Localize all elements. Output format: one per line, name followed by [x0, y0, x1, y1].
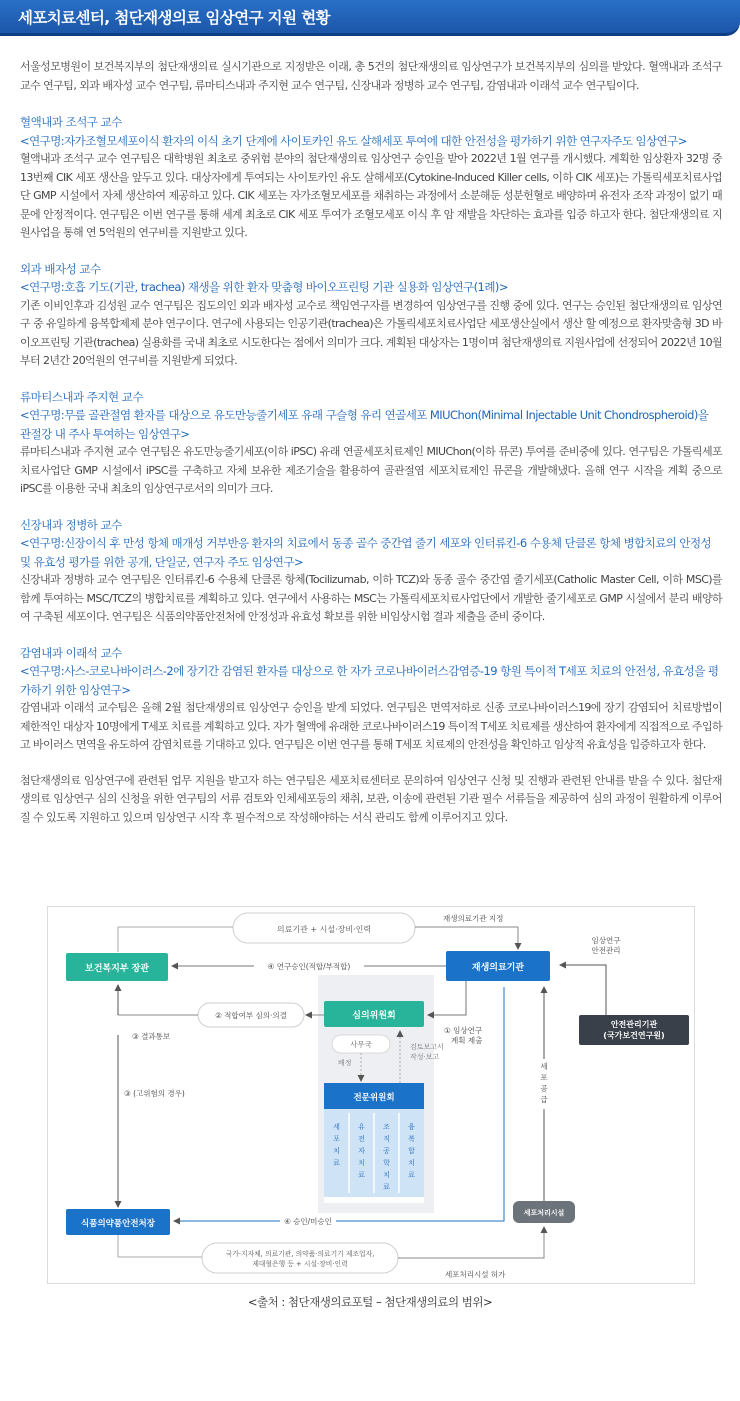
- regen-institution-label: 재생의료기관: [471, 963, 525, 973]
- section-heading: 외과 배자성 교수: [20, 261, 101, 276]
- regeneration-process-diagram: [47, 906, 695, 1284]
- expert-column-char: 치: [383, 1171, 390, 1179]
- bottom-oval-label-2: 제대혈은행 등 + 시설·장비·인력: [252, 1260, 348, 1268]
- expert-column-char: 복: [408, 1135, 415, 1143]
- expert-column-char: 치: [408, 1159, 415, 1167]
- submit-label-1: ① 임상연구: [444, 1026, 483, 1035]
- mohw-label: 보건복지부 장관: [85, 964, 149, 974]
- approve2-label: ④ 승인/미승인: [284, 1217, 332, 1226]
- permit-label: 세포처리시설 허가: [445, 1270, 506, 1279]
- section-nephrology: [20, 516, 722, 627]
- report-label-1: 검토보고서: [410, 1043, 444, 1051]
- expert-column-char: 치: [358, 1159, 365, 1167]
- cell-facility-label: 세포처리시설: [523, 1209, 565, 1217]
- expert-column-char: 합: [408, 1147, 415, 1155]
- assign-label: 배정: [338, 1059, 352, 1067]
- research-title: <연구명:호흡 기도(기관, trachea) 재생을 위한 환자 맞춤형 바이오프린팅 기관 실용화 임상연구(1례)>: [20, 280, 508, 294]
- expert-column-char: 융: [408, 1123, 415, 1131]
- high-risk-label: ③ (고위험의 경우): [124, 1089, 185, 1098]
- connector-line: [118, 1235, 202, 1257]
- expert-column-char: 세: [333, 1123, 340, 1131]
- expert-column-char: 조: [383, 1123, 390, 1131]
- article-body: [20, 58, 722, 845]
- supply-char: 급: [540, 1095, 548, 1104]
- expert-column-char: 전: [358, 1135, 365, 1143]
- section-heading: 류마티스내과 주지현 교수: [20, 389, 144, 404]
- section-text: 신장내과 정병하 교수 연구팀은 인터류킨-6 수용체 단클론 항체(Tocilizumab, 이하 TCZ)와 동종 골수 중간엽 줄기세포(Catholic Master Cell, 이하 MSC)를 함께 투여하는 MSC/TCZ의 병합치료를 계획하고 있다. 연구에서 사용하는 MSC는 가톨릭세포치료사업단에서 개발한 줄기세포로 GMP 시설에서 분리 배양하여 구축된 세포이다. 연구팀은 식품의약품안전처에 안정성과 유효성 확보를 위한 비임상시험 결과 제출을 준비 중이다.: [20, 573, 722, 623]
- designate-label: 재생의료기관 지정: [443, 914, 504, 923]
- expert-column-char: 자: [358, 1147, 365, 1155]
- section-rheumatology: [20, 388, 722, 499]
- research-title: <연구명:무릎 골관절염 환자를 대상으로 유도만능줄기세포 유래 구슬형 유리 연골세포 MIUChon(Minimal Injectable Unit Chondrospheroid)을 관절강 내 주사 투여하는 임상연구>: [20, 408, 709, 441]
- safety-label-2: 안전관리: [591, 946, 621, 955]
- mfds-label: 식품의약품안전처장: [81, 1219, 155, 1229]
- bottom-oval: [202, 1243, 398, 1273]
- page-header: [0, 0, 740, 36]
- research-title: <연구명:신장이식 후 만성 항체 매개성 거부반응 환자의 치료에서 동종 골수 중간엽 줄기 세포와 인터류킨-6 수용체 단클론 항체 병합치료의 안정성 및 유효성 평가를 위한 공개, 단일군, 연구자 주도 임상연구>: [20, 536, 712, 569]
- safety-org-label-1: 안전관리기관: [610, 1020, 658, 1029]
- process-diagram-svg: [48, 907, 696, 1285]
- research-title: <연구명:사스-코로나바이러스-2에 장기간 감염된 환자를 대상으로 한 자가 코로나바이러스감염증-19 항원 특이적 T세포 치료의 안전성, 유효성을 평가하기 위한 임상연구>: [20, 664, 719, 697]
- report-label-2: 작성·보고: [410, 1053, 440, 1061]
- expert-committee-label: 전문위원회: [353, 1093, 395, 1103]
- supply-char: 공: [540, 1084, 548, 1093]
- section-text: 혈액내과 조석구 교수 연구팀은 대학병원 최초로 중위험 분야의 첨단재생의료 임상연구 승인을 받아 2022년 1월 연구를 개시했다. 계획한 임상환자 32명 중 13번째 CIK 세포 생산을 앞두고 있다. 대상자에게 투여되는 사이토카인 유도 살해세포(Cytokine-Induced Killer cells, 이하 CIK 세포)는 가톨릭세포치료사업단 GMP 시설에서 자체 생산하여 제공하고 있다. CIK 세포는 자가조혈모세포를 채취하는 과정에서 소분해둔 성분헌혈로 배양하며 유전자 조작 과정이 없기 때문에 안정적이다. 연구팀은 이번 연구를 통해 세계 최초로 CIK 세포 투여가 조혈모세포 이식 후 암 재발을 차단하는 효과를 입증 하고자 한다. 첨단재생의료 지원사업을 통해 연 5억원의 연구비를 지원받고 있다.: [20, 152, 722, 239]
- connector-arrow: [415, 927, 518, 949]
- review-oval-label: ② 적합여부 심의·의결: [215, 1011, 287, 1020]
- section-infectious: [20, 644, 722, 755]
- supply-char: 세: [540, 1062, 548, 1071]
- expert-column-char: 공: [383, 1147, 390, 1155]
- expert-column-char: 료: [358, 1171, 365, 1179]
- supply-char: 포: [540, 1073, 548, 1082]
- research-title: <연구명:자가조혈모세포이식 환자의 이식 초기 단계에 사이토카인 유도 살해세포 투여에 대한 안전성을 평가하기 위한 연구자주도 임상연구>: [20, 133, 687, 148]
- expert-column-char: 료: [383, 1183, 390, 1191]
- section-heading: 신장내과 정병하 교수: [20, 517, 122, 532]
- section-heading: 감염내과 이래석 교수: [20, 645, 122, 660]
- spacer: [174, 1221, 503, 1229]
- section-surgery: [20, 260, 722, 371]
- closing-paragraph: 첨단재생의료 임상연구에 관련된 업무 지원을 받고자 하는 연구팀은 세포치료센터로 문의하여 임상연구 신청 및 진행과 관련된 안내를 받을 수 있다. 첨단재생의료 임상연구 심의 신청을 위한 연구팀의 서류 검토와 인체세포등의 채취, 보관, 이송에 관련된 기관 필수 서류들을 제공하여 심의 과정이 원활하게 이루어 질 수 있도록 지원하고 있으며 임상연구 시작 후 필수적으로 작성해야하는 서식 관리도 함께 이루어지고 있다.: [20, 773, 722, 824]
- bottom-oval-label-1: 국가·지자체, 의료기관, 의약품·의료기기 제조업자,: [225, 1250, 375, 1258]
- expert-column-char: 포: [333, 1135, 340, 1143]
- intro-paragraph: 서울성모병원이 보건복지부의 첨단재생의료 실시기관으로 지정받은 이래, 총 5건의 첨단재생의료 임상연구가 보건복지부의 심의를 받았다. 혈액내과 조석구 교수 연구팀, 외과 배자성 교수 연구팀, 류마티스내과 주지현 교수 연구팀, 신장내과 정병하 교수 연구팀, 감염내과 이래석 교수 연구팀이다.: [20, 60, 722, 92]
- section-text: 감염내과 이래석 교수팀은 올해 2월 첨단재생의료 임상연구 승인을 받게 되었다. 연구팀은 면역저하로 신종 코로나바이러스19에 장기 감염되어 치료방법이 제한적인 대상자 10명에게 T세포 치료를 계획하고 있다. 자가 혈액에 유래한 코로나바이러스19 특이적 T세포 치료제를 생산하여 환자에게 직접적으로 주입하고 바이러스 면역을 유도하여 감염치료를 기대하고 있다. 연구팀은 이번 연구를 통해 T세포 치료제의 안전성을 확인하고 임상적 유효성을 입증하고자 한다.: [20, 701, 722, 751]
- connector-line: [118, 927, 233, 952]
- committee-label: 심의위원회: [352, 1011, 396, 1021]
- notify-label: ③ 결과통보: [132, 1032, 171, 1041]
- expert-column-char: 학: [383, 1159, 390, 1167]
- approval-label: ④ 연구승인(적합/부적합): [267, 962, 351, 971]
- section-text: 기존 이비인후과 김성원 교수 연구팀은 집도의인 외과 배자성 교수로 책임연구자를 변경하여 임상연구를 진행 중에 있다. 연구는 승인된 첨단재생의료 임상연구 중 유일하게 융복합제제 분야 연구이다. 연구에 사용되는 인공기관(trachea)은 가톨릭세포치료사업단 세포생산실에서 생산 할 예정으로 환자맞춤형 3D 바이오프린팅 기관(trachea) 실용화를 국내 최초로 시도한다는 점에서 의미가 크다. 계획된 대상자는 1명이며 첨단재생의료 지원사업에 선정되어 2022년 10월부터 2년간 20억원의 연구비를 지원받게 되었다.: [20, 298, 722, 367]
- expert-column-char: 유: [358, 1123, 365, 1131]
- section-heading: 혈액내과 조석구 교수: [20, 115, 122, 129]
- safety-org-label-2: (국가보건연구원): [603, 1031, 665, 1040]
- submit-label-2: 계획 제출: [451, 1036, 483, 1045]
- permit-arrow: [398, 1227, 544, 1258]
- expert-column-char: 료: [333, 1159, 340, 1167]
- safety-label-1: 임상연구: [591, 936, 621, 945]
- top-oval-label: 의료기관 + 시설·장비·인력: [276, 925, 372, 934]
- safety-arrow: [560, 965, 606, 1015]
- page-title: 세포치료센터, 첨단재생의료 임상연구 지원 현황: [18, 9, 330, 27]
- office-label: 사무국: [350, 1040, 372, 1049]
- expert-column-char: 료: [408, 1171, 415, 1179]
- expert-column-char: 치: [333, 1147, 340, 1155]
- section-hematology: [20, 113, 722, 243]
- source-caption: <출처 : 첨단재생의료포털 – 첨단재생의료의 범위>: [247, 1295, 493, 1309]
- expert-column-char: 직: [383, 1135, 390, 1143]
- section-text: 류마티스내과 주지현 교수 연구팀은 유도만능줄기세포(이하 iPSC) 유래 연골세포치료제인 MIUChon(이하 뮤콘) 투여를 준비중에 있다. 연구팀은 가톨릭세포치료사업단 GMP 시설에서 iPSC를 구축하고 자체 보유한 제조기술을 활용하여 골관절염 세포치료제인 뮤콘을 개발해냈다. 올해 연구 시작을 계획 중으로 iPSC를 이용한 국내 최초의 임상연구로서의 의미가 크다.: [20, 445, 722, 495]
